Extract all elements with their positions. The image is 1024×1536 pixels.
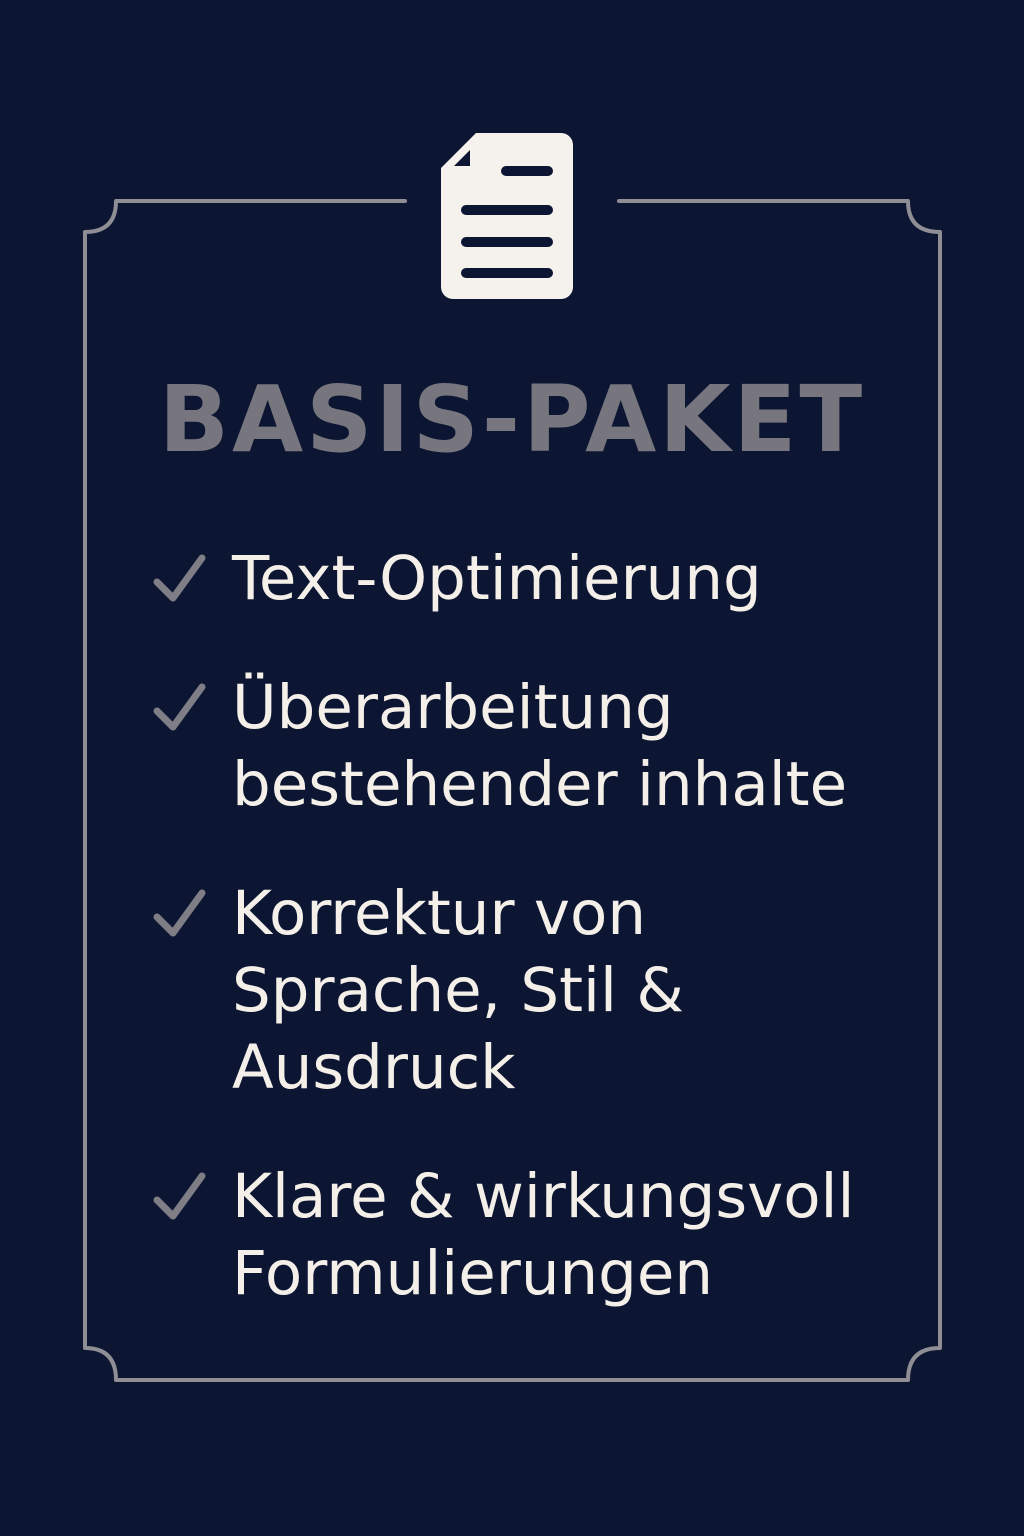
feature-item: [150, 669, 910, 823]
check-icon: [152, 1170, 206, 1224]
feature-item: [150, 1158, 910, 1312]
package-title: BASIS-PAKET: [158, 366, 866, 473]
feature-item: [150, 540, 910, 617]
feature-text-line: Sprache, Stil &: [232, 955, 684, 1026]
feature-text-line: bestehender inhalte: [232, 749, 848, 820]
check-icon: [152, 681, 206, 735]
check-icon: [152, 887, 206, 941]
check-icon: [152, 552, 206, 606]
feature-text-line: Überarbeitung: [232, 672, 674, 743]
feature-text-line: Klare & wirkungsvoll: [232, 1161, 855, 1232]
feature-list: [150, 540, 910, 1312]
feature-item: [150, 875, 910, 1106]
feature-text-line: Text-Optimierung: [232, 543, 762, 614]
feature-text-line: Ausdruck: [232, 1032, 516, 1103]
feature-text-line: Korrektur von: [232, 878, 647, 949]
feature-text-line: Formulierungen: [232, 1238, 714, 1309]
document-icon: [441, 133, 574, 299]
